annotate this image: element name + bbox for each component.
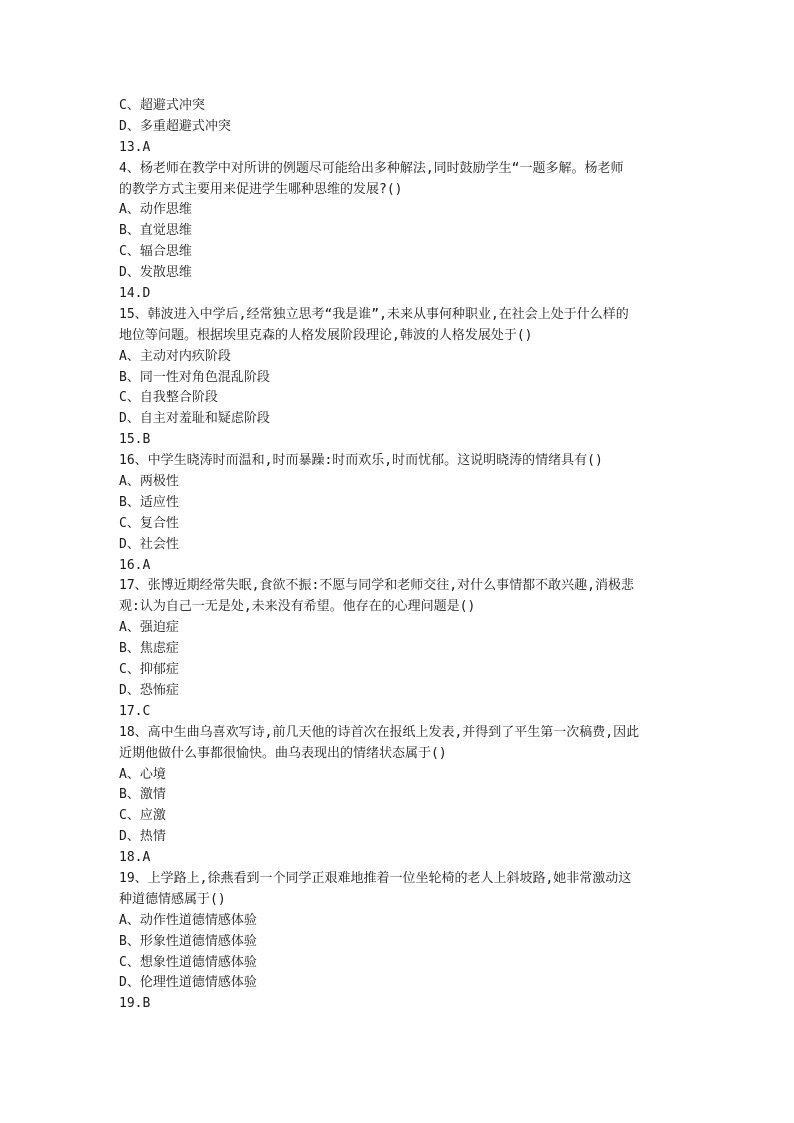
text-line: D、自主对羞耻和疑虑阶段 — [119, 411, 270, 427]
question-text-block — [119, 96, 679, 1015]
text-line: A、两极性 — [119, 474, 179, 490]
text-line: 观:认为自己一无是处,未来没有希望。他存在的心理问题是() — [119, 599, 476, 615]
text-line: C、应激 — [119, 808, 166, 824]
text-line: 16、中学生晓涛时而温和,时而暴躁:时而欢乐,时而忧郁。这说明晓涛的情绪具有() — [119, 453, 603, 469]
text-line: 17、张博近期经常失眠,食欲不振:不愿与同学和老师交往,对什么事情都不敢兴趣,消极悲 — [119, 578, 634, 594]
text-line: 19、上学路上,徐燕看到一个同学正艰难地推着一位坐轮椅的老人上斜坡路,她非常激动这 — [119, 870, 632, 886]
text-line: A、动作性道德情感体验 — [119, 912, 257, 928]
text-line: 种道德情感属于() — [119, 891, 226, 907]
text-line: 16.A — [119, 557, 151, 573]
text-line: 18.A — [119, 850, 151, 866]
text-line: B、直觉思维 — [119, 223, 192, 239]
text-line: 地位等问题。根据埃里克森的人格发展阶段理论,韩波的人格发展处于() — [119, 327, 533, 343]
text-line: A、心境 — [119, 766, 166, 782]
text-line: D、多重超避式冲突 — [119, 118, 231, 134]
text-line: C、抑郁症 — [119, 662, 179, 678]
text-line: A、强迫症 — [119, 620, 179, 636]
text-line: C、自我整合阶段 — [119, 390, 218, 406]
text-line: 4、杨老师在教学中对所讲的例题尽可能给出多种解法,同时鼓励学生“一题多解。杨老师 — [119, 160, 624, 176]
text-line: C、想象性道德情感体验 — [119, 954, 257, 970]
text-line: A、主动对内疚阶段 — [119, 348, 231, 364]
text-line: B、焦虑症 — [119, 641, 179, 657]
text-line: D、热情 — [119, 829, 166, 845]
text-line: 15、韩波进入中学后,经常独立思考“我是谁”,未来从事何种职业,在社会上处于什么样的 — [119, 306, 629, 322]
text-line: D、恐怖症 — [119, 682, 179, 698]
text-line: 18、高中生曲乌喜欢写诗,前几天他的诗首次在报纸上发表,并得到了平生第一次稿费,因此 — [119, 724, 640, 740]
text-line: D、社会性 — [119, 536, 179, 552]
text-line: 19.B — [119, 996, 151, 1012]
text-line: 近期他做什么事都很愉快。曲乌表现出的情绪状态属于() — [119, 745, 447, 761]
text-line: 14.D — [119, 286, 151, 302]
text-line: 15.B — [119, 432, 151, 448]
text-line: D、发散思维 — [119, 265, 192, 281]
text-line: B、激情 — [119, 787, 166, 803]
text-line: C、辐合思维 — [119, 244, 192, 260]
text-line: 13.A — [119, 139, 151, 155]
text-line: 的教学方式主要用来促进学生哪种思维的发展?() — [119, 181, 403, 197]
text-line: A、动作思维 — [119, 202, 192, 218]
text-line: B、适应性 — [119, 494, 179, 510]
text-line: 17.C — [119, 703, 151, 719]
text-line: B、同一性对角色混乱阶段 — [119, 369, 270, 385]
text-line: D、伦理性道德情感体验 — [119, 975, 257, 991]
text-line: C、超避式冲突 — [119, 98, 205, 113]
text-line: B、形象性道德情感体验 — [119, 933, 257, 949]
text-line: C、复合性 — [119, 515, 179, 531]
